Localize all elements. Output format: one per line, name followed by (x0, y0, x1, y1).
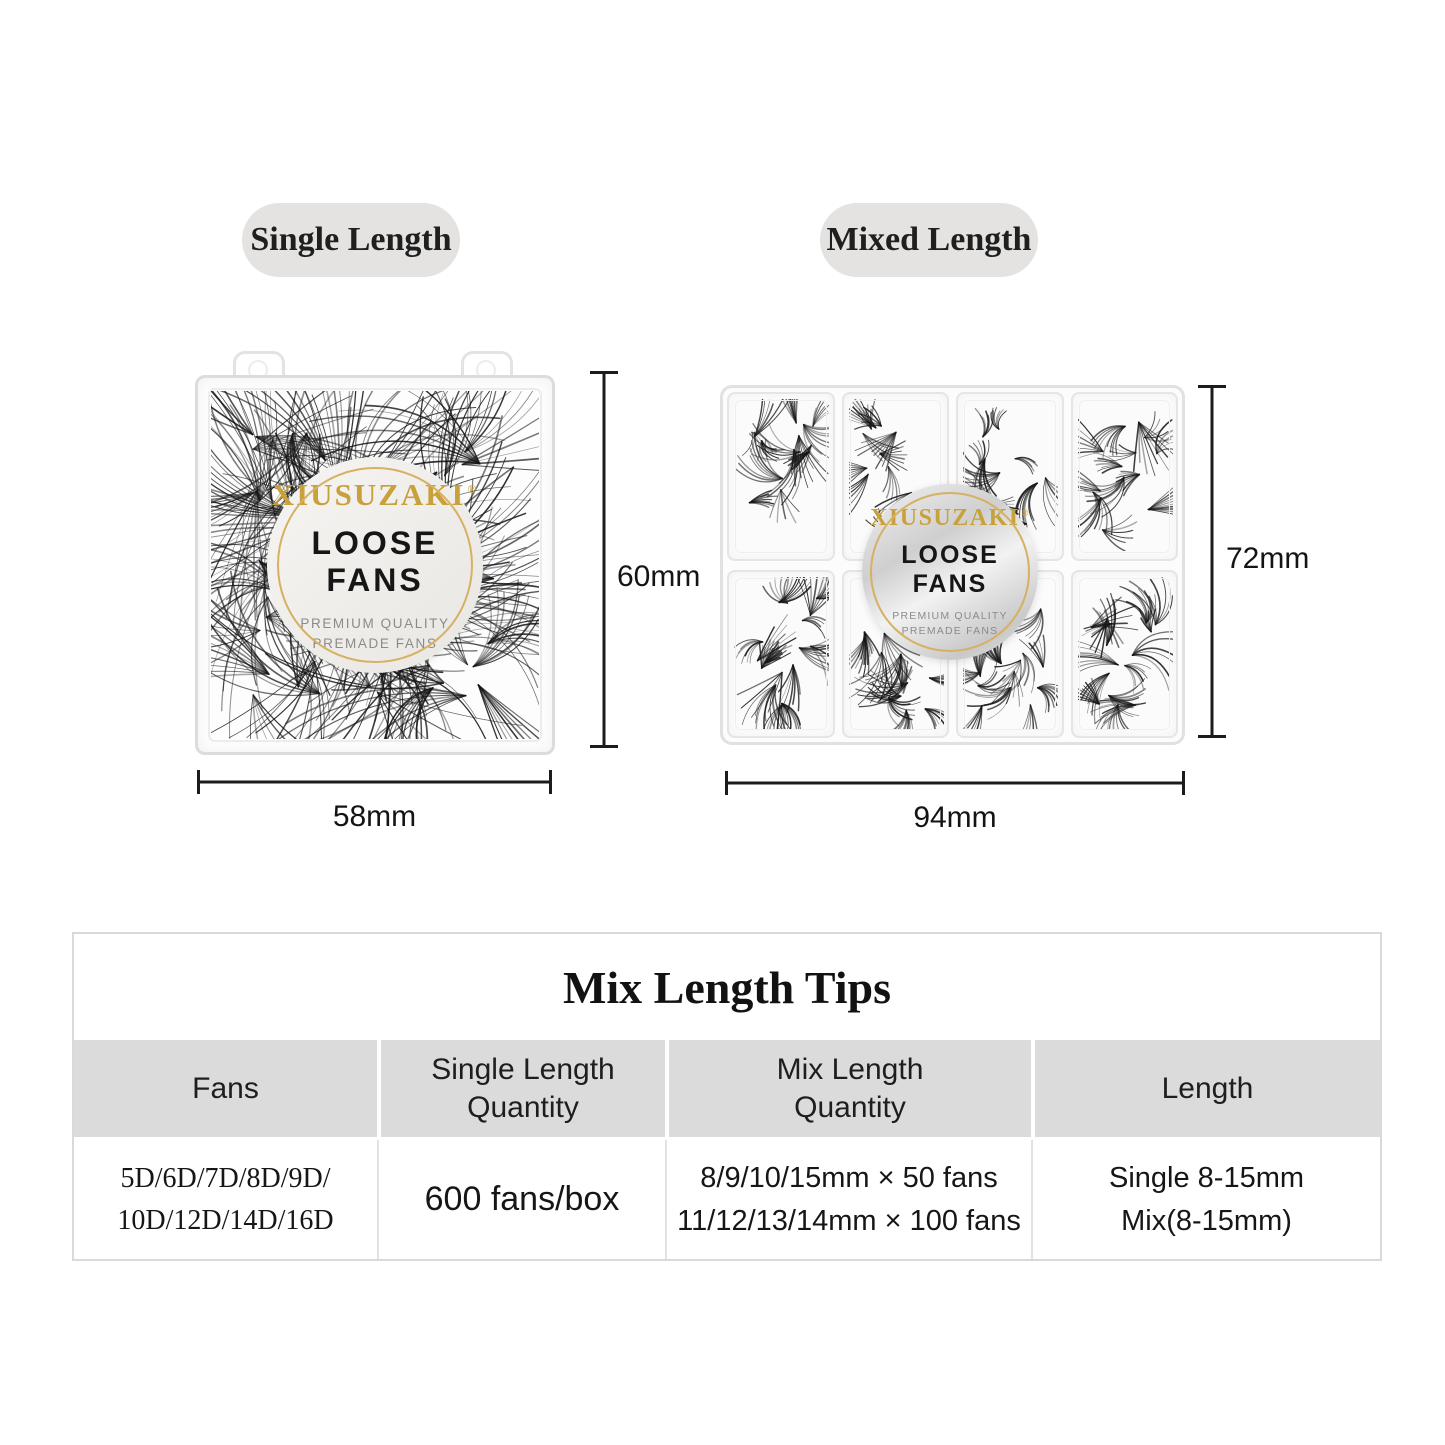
dimension-label-single-height: 60mm (617, 560, 701, 593)
header-mix-length-quantity: Mix Length Quantity (665, 1040, 1031, 1137)
header-length: Length (1031, 1040, 1380, 1137)
table-title: Mix Length Tips (562, 961, 892, 1013)
spec-table (72, 932, 1382, 1261)
dimension-line-mixed-width (725, 771, 1185, 795)
table-body-row (74, 1137, 1380, 1259)
mixed-length-pill-label: Mixed Length (826, 221, 1032, 258)
compartment (1071, 392, 1179, 561)
cell-mix-quantity: 8/9/10/15mm × 50 fans 11/12/13/14mm × 100 fans (665, 1140, 1031, 1259)
lashes-image (1078, 399, 1173, 551)
compartment (727, 392, 835, 561)
gold-ring-icon (277, 467, 473, 663)
dimension-line-single-height (590, 371, 618, 748)
brand-name: XIUSUZAKI ® (271, 476, 479, 512)
lashes-image (1078, 577, 1173, 729)
header-single-length-quantity: Single Length Quantity (377, 1040, 665, 1137)
single-length-box (195, 375, 555, 755)
header-fans: Fans (74, 1040, 377, 1137)
compartment (727, 570, 835, 739)
cell-length: Single 8-15mm Mix(8-15mm) (1031, 1140, 1380, 1259)
lashes-image (734, 399, 829, 551)
dimension-label-mixed-height: 72mm (1226, 542, 1310, 575)
cell-single-quantity: 600 fans/box (377, 1140, 665, 1259)
dimension-label-mixed-width: 94mm (913, 801, 997, 834)
dimension-line-single-width (197, 770, 552, 794)
mixed-length-box (720, 385, 1185, 745)
trademark-icon: ® (1021, 508, 1030, 518)
table-header-row (74, 1040, 1380, 1137)
single-length-pill (242, 203, 460, 277)
product-subtitle: PREMIUM QUALITY PREMADE FANS (892, 610, 1008, 637)
dimension-label-single-width: 58mm (332, 800, 417, 833)
product-name: LOOSE FANS (311, 524, 439, 598)
product-subtitle: PREMIUM QUALITY PREMADE FANS (300, 615, 450, 651)
dimension-line-mixed-height (1198, 385, 1226, 738)
gold-ring-icon (870, 492, 1030, 652)
single-length-pill-label: Single Length (250, 221, 452, 258)
compartment (1071, 570, 1179, 739)
brand-label (267, 457, 483, 673)
brand-name: XIUSUZAKI ® (870, 505, 1030, 531)
lashes-image (734, 577, 829, 729)
cell-fans: 5D/6D/7D/8D/9D/ 10D/12D/14D/16D (74, 1140, 377, 1259)
product-name: LOOSE FANS (901, 541, 999, 598)
mixed-length-pill (820, 203, 1038, 277)
trademark-icon: ® (467, 483, 479, 497)
brand-label (862, 484, 1038, 660)
